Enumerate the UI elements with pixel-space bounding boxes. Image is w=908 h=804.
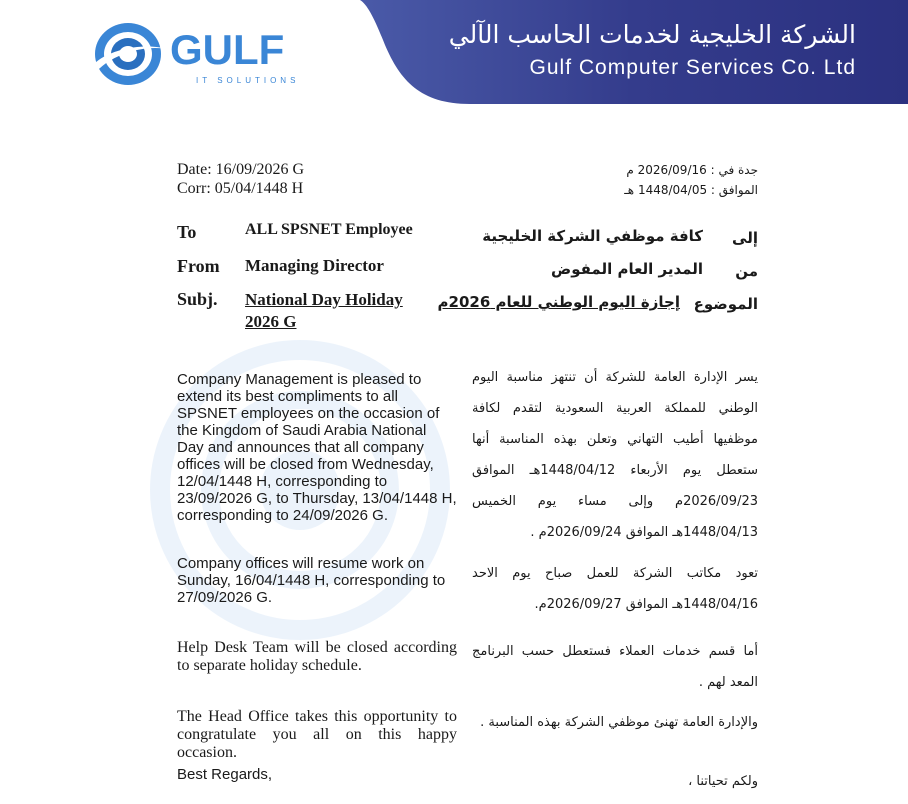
from-label-arabic: من	[735, 262, 758, 280]
corr-date-line: Corr: 05/04/1448 H	[177, 180, 304, 197]
paragraph-help-desk: Help Desk Team will be closed according to separate holiday schedule.	[177, 639, 457, 674]
paragraph-congratulations-arabic: والإدارة العامة تهنئ موظفي الشركة بهذه المناسبة .	[480, 715, 758, 730]
subject-line-1: National Day Holiday	[245, 290, 403, 309]
gulf-logo	[88, 20, 318, 90]
subject-line-2: 2026 G	[245, 312, 297, 331]
paragraph-resume-work-arabic: تعود مكاتب الشركة للعمل صباح يوم الاحد 1448/04/16هـ الموافق 2026/09/27م.	[472, 566, 758, 612]
from-value: Managing Director	[245, 256, 384, 275]
paragraph-congratulations: The Head Office takes this opportunity to congratulate you all on this happy occasion.	[177, 708, 457, 761]
to-label-arabic: إلى	[732, 229, 758, 247]
date-block-arabic	[624, 160, 758, 200]
logo-wordmark: GULF	[170, 26, 285, 73]
closing-regards: Best Regards,	[177, 766, 273, 783]
company-name-arabic: الشركة الخليجية لخدمات الحاسب الآلي	[448, 20, 856, 49]
from-value-arabic: المدير العام المفوض	[551, 260, 703, 278]
logo-tagline: IT SOLUTIONS	[196, 76, 300, 85]
subject-label: Subj.	[177, 289, 218, 309]
paragraph-resume-work: Company offices will resume work on Sunday, 16/04/1448 H, corresponding to 27/09/2026 G.	[177, 555, 446, 606]
paragraph-closure-announcement-arabic: يسر الإدارة العامة للشركة أن تنتهز مناسبة اليوم الوطني للمملكة العربية السعودية لتقدم لكافة موظفيها أطيب التهاني وتعلن بهذه المناسبة أنها ستعطل يوم الأربعاء 1448/04/12هـ الموافق 2026/09/23م وإلى مساء يوم الخميس 1448/04/13هـ الموافق 2026/09/24م .	[472, 370, 758, 540]
to-label: To	[177, 222, 197, 242]
subject-label-arabic: الموضوع	[693, 295, 758, 313]
date-line: Date: 16/09/2026 G	[177, 161, 305, 178]
company-name-english: Gulf Computer Services Co. Ltd	[529, 56, 856, 79]
to-value: ALL SPSNET Employee	[245, 221, 413, 238]
corr-date-line-arabic: الموافق : 1448/04/05 هـ	[624, 183, 758, 197]
from-label: From	[177, 256, 220, 276]
letterhead	[0, 0, 908, 105]
date-block-english	[177, 160, 304, 198]
date-line-arabic: جدة في : 2026/09/16 م	[626, 163, 758, 177]
paragraph-closure-announcement: Company Management is pleased to extend its best compliments to all SPSNET employees on the occasion of the Kingdom of Saudi Arabia National Day and announces that all company offices will be closed from Wednesday, 12/04/1448 H, corresponding to 23/09/2026 G, to Thursday, 13/04/1448 H, corresponding to 24/09/2026 G.	[177, 371, 457, 524]
paragraph-help-desk-arabic: أما قسم خدمات العملاء فستعطل حسب البرنامج المعد لهم .	[472, 644, 758, 690]
subject-value-arabic: إجازة اليوم الوطني للعام 2026م	[437, 293, 680, 311]
closing-regards-arabic: ولكم تحياتنا ،	[688, 774, 758, 789]
to-value-arabic: كافة موظفي الشركة الخليجية	[482, 227, 703, 245]
subject-value	[245, 289, 403, 333]
